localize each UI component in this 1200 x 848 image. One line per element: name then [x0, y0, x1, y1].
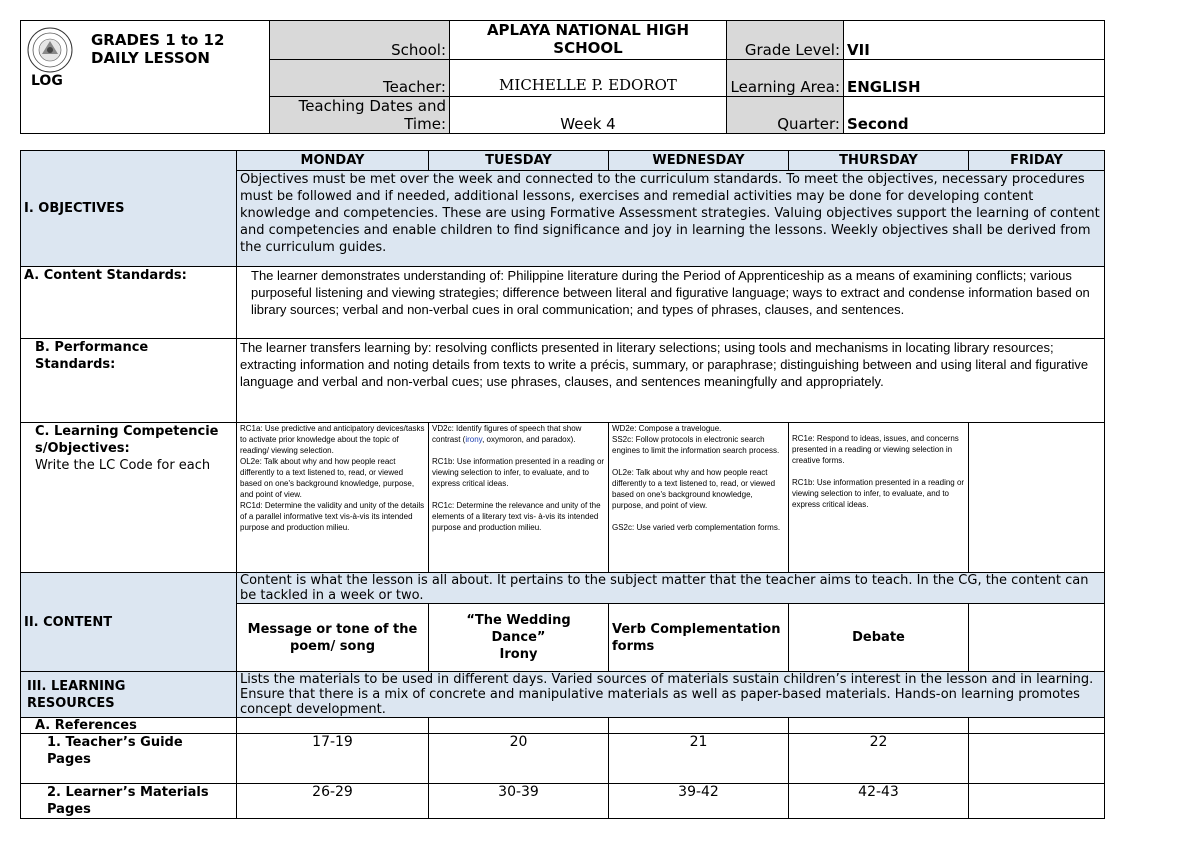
- day-friday: FRIDAY: [969, 151, 1105, 171]
- performance-standards-text: The learner transfers learning by: resolving conflicts presented in literary selections; using tools and mechanisms in locating library resources; extracting information and noting details from texts to write a précis, summary, or paraphrase; distinguishing between and using literal and figurative language and verbal and non-verbal cues; use phrases, clauses, and sentences meaningfully and appropriately.: [237, 339, 1105, 423]
- content-wednesday: Verb Complementation forms: [609, 604, 789, 672]
- deped-seal-icon: [27, 27, 73, 73]
- competencies-tuesday: [429, 423, 609, 573]
- tg-thursday: 22: [789, 734, 969, 784]
- resources-text: Lists the materials to be used in different days. Varied sources of materials sustain children’s interest in the lesson and in learning. Ensure that there is a mix of concrete and manipulative materials as well as paper-based materials. Hands-on learning promotes concept development.: [237, 672, 1105, 718]
- lesson-log-table: [20, 150, 1105, 819]
- references-label: A. References: [21, 718, 237, 734]
- competencies-label-cell: [21, 423, 237, 573]
- lm-friday: [969, 784, 1105, 819]
- day-thursday: THURSDAY: [789, 151, 969, 171]
- learners-materials-label: 2. Learner’s Materials Pages: [21, 784, 237, 819]
- learning-area-value: ENGLISH: [844, 60, 1105, 97]
- lm-tuesday: 30-39: [429, 784, 609, 819]
- competencies-sublabel: Write the LC Code for each: [35, 458, 211, 473]
- content-label: II. CONTENT: [21, 573, 237, 672]
- quarter-label: Quarter:: [727, 97, 844, 134]
- references-wednesday: [609, 718, 789, 734]
- day-monday: MONDAY: [237, 151, 429, 171]
- learning-area-label: Learning Area:: [727, 60, 844, 97]
- day-tuesday: TUESDAY: [429, 151, 609, 171]
- content-tuesday: [429, 604, 609, 672]
- teacher-label: Teacher:: [270, 60, 450, 97]
- objectives-label: I. OBJECTIVES: [21, 151, 237, 267]
- tg-wednesday: 21: [609, 734, 789, 784]
- log-title: GRADES 1 to 12 DAILY LESSON: [91, 31, 225, 67]
- competencies-tuesday-part1: VD2c: Identify figures of speech that show contrast (: [432, 424, 582, 444]
- school-label: School:: [270, 21, 450, 60]
- quarter-value: Second: [844, 97, 1105, 134]
- teachers-guide-label: 1. Teacher’s Guide Pages: [21, 734, 237, 784]
- performance-standards-label: B. Performance Standards:: [21, 339, 237, 423]
- content-tuesday-topic: Irony: [499, 647, 538, 662]
- content-friday: [969, 604, 1105, 672]
- references-thursday: [789, 718, 969, 734]
- school-value: APLAYA NATIONAL HIGH SCHOOL: [450, 21, 727, 60]
- tg-friday: [969, 734, 1105, 784]
- irony-link-text: irony: [465, 435, 483, 444]
- content-standards-label: A. Content Standards:: [21, 267, 237, 339]
- lm-monday: 26-29: [237, 784, 429, 819]
- objectives-text: Objectives must be met over the week and connected to the curriculum standards. To meet the objectives, necessary procedures must be followed and if needed, additional lessons, exercises and remedial activities may be done for developing content knowledge and competencies. These are using Formative Assessment strategies. Valuing objectives support the learning of content and competencies and enable children to find significance and joy in learning the lessons. Weekly objectives shall be derived from the curriculum guides.: [237, 171, 1105, 267]
- header-table: [20, 20, 1105, 134]
- competencies-label: C. Learning Competencies/Objectives:: [35, 424, 219, 456]
- resources-label: III. LEARNING RESOURCES: [21, 672, 237, 718]
- day-wednesday: WEDNESDAY: [609, 151, 789, 171]
- content-text: Content is what the lesson is all about. It pertains to the subject matter that the teacher aims to teach. In the CG, the content can be tackled in a week or two.: [237, 573, 1105, 604]
- grade-level-label: Grade Level:: [727, 21, 844, 60]
- content-tuesday-title: “The Wedding Dance”: [466, 613, 571, 645]
- grade-level-value: VII: [844, 21, 1105, 60]
- deped-logo-cell: [21, 21, 270, 134]
- tg-tuesday: 20: [429, 734, 609, 784]
- teacher-value: MICHELLE P. EDOROT: [450, 60, 727, 97]
- references-monday: [237, 718, 429, 734]
- teaching-dates-value: Week 4: [450, 97, 727, 134]
- teaching-dates-label: Teaching Dates and Time:: [270, 97, 450, 134]
- competencies-tuesday-part2: , oxymoron, and paradox). RC1b: Use information presented in a reading or viewing selection to infer, to evaluate, and to express critical ideas. RC1c: Determine the relevance and unity of the elements of a literary text vis- à-vis its intended purpose and production milieu.: [432, 435, 605, 532]
- lm-thursday: 42-43: [789, 784, 969, 819]
- references-friday: [969, 718, 1105, 734]
- content-thursday: Debate: [789, 604, 969, 672]
- references-tuesday: [429, 718, 609, 734]
- content-monday: Message or tone of the poem/ song: [237, 604, 429, 672]
- content-standards-text: The learner demonstrates understanding of: Philippine literature during the Period of Apprenticeship as a means of examining conflicts; various purposeful listening and viewing strategies; difference between literal and figurative language; ways to extract and condense information based on library sources; verbal and non-verbal cues in oral communication; and types of phrases, clauses, and sentences.: [237, 267, 1105, 339]
- competencies-thursday: RC1e: Respond to ideas, issues, and concerns presented in a reading or viewing selection in creative forms. RC1b: Use information presented in a reading or viewing selection to infer, to evaluate, and to express critical ideas.: [789, 423, 969, 573]
- competencies-wednesday: WD2e: Compose a travelogue. SS2c: Follow protocols in electronic search engines to limit the information search process. OL2e: Talk about why and how people react differently to a text listened to, read, or viewed based on one's background knowledge, purpose, and point of view. GS2c: Use varied verb complementation forms.: [609, 423, 789, 573]
- log-title-tail: LOG: [31, 73, 63, 89]
- competencies-friday: [969, 423, 1105, 573]
- lm-wednesday: 39-42: [609, 784, 789, 819]
- competencies-monday: RC1a: Use predictive and anticipatory devices/tasks to activate prior knowledge about the topic of reading/ viewing selection. OL2e: Talk about why and how people react differently to a text listened to, read, or viewed based on one's background knowledge, purpose, and point of view. RC1d: Determine the validity and unity of the details of a parallel informative text vis-à-vis its intended purpose and production milieu.: [237, 423, 429, 573]
- tg-monday: 17-19: [237, 734, 429, 784]
